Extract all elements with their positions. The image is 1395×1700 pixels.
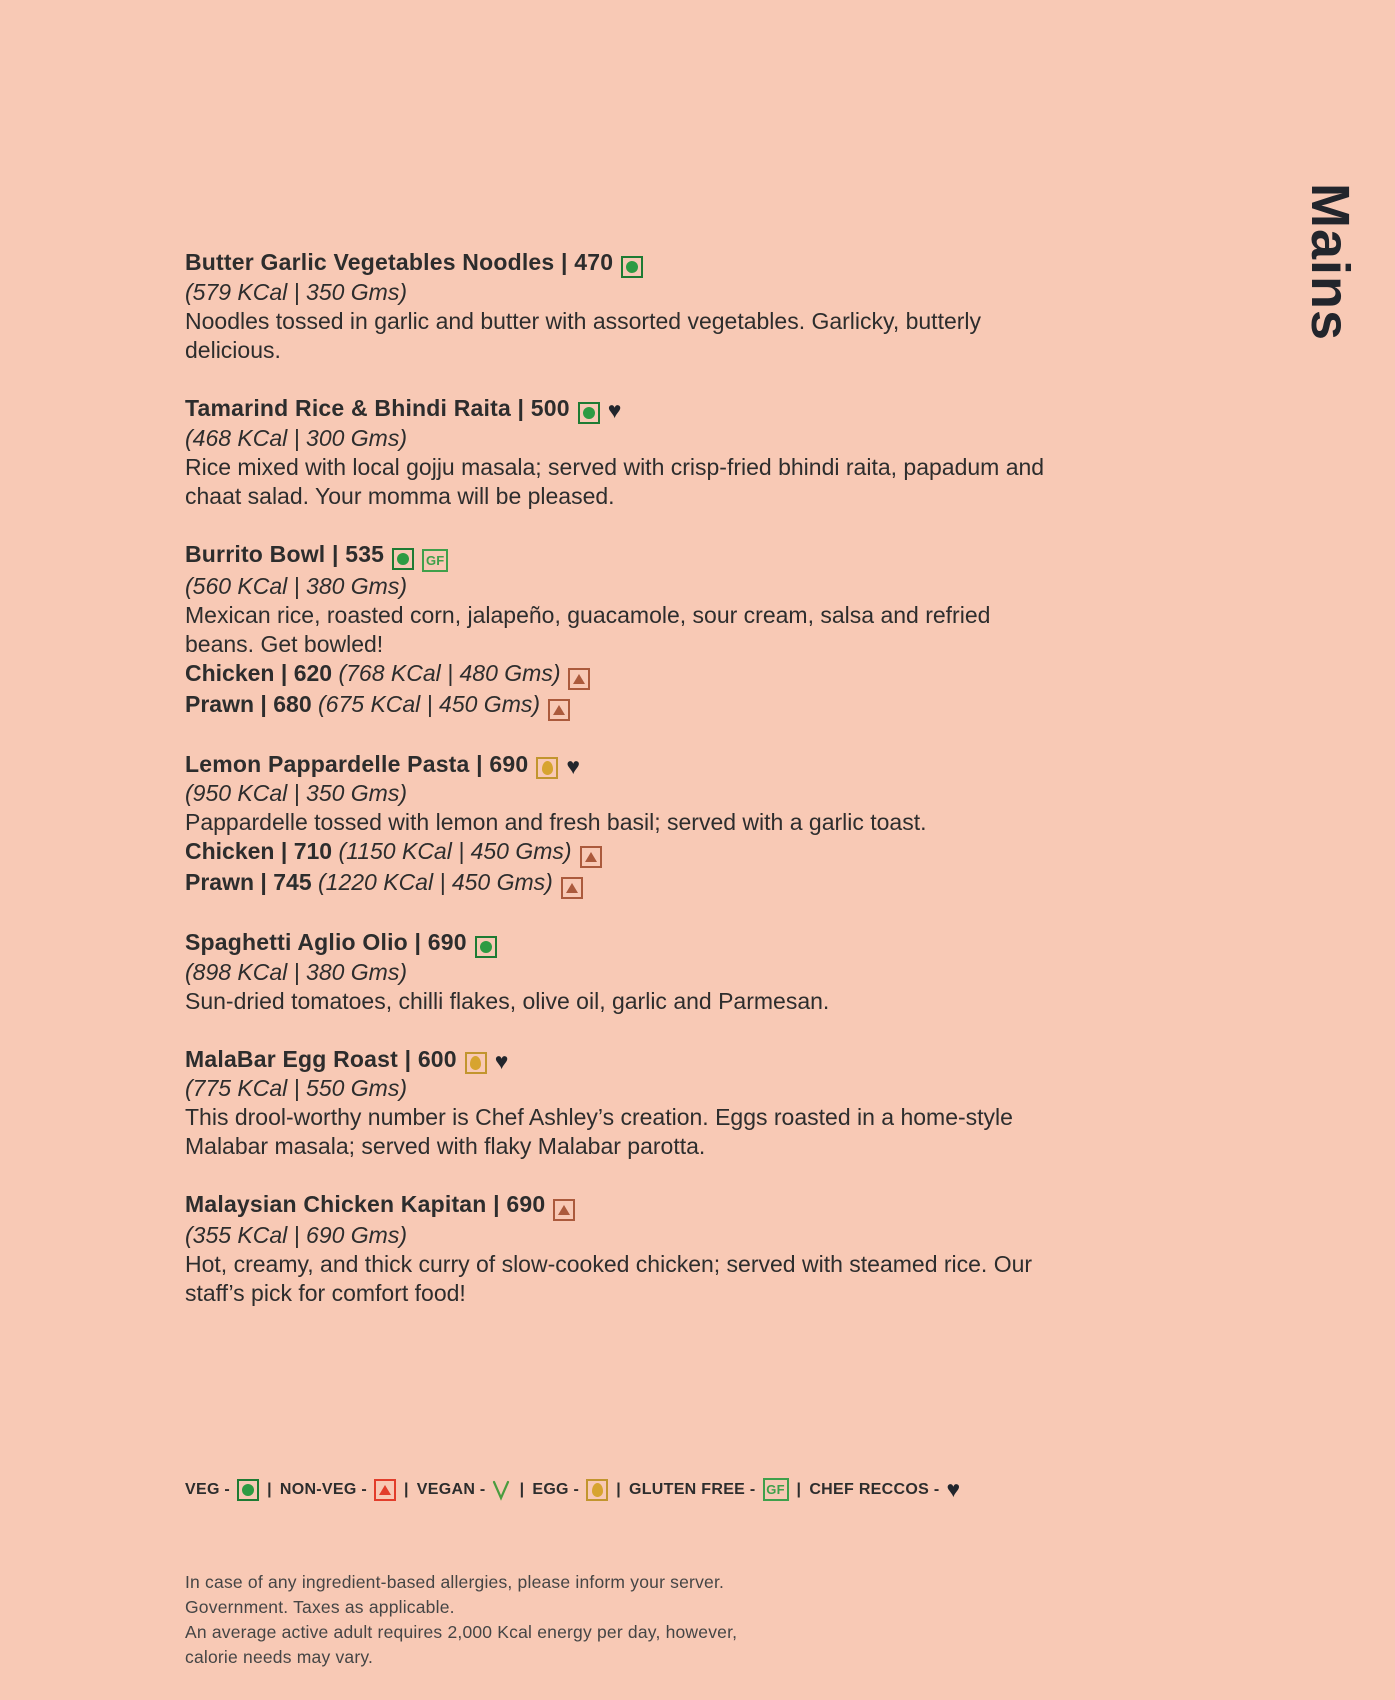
non-veg-icon: [548, 699, 570, 721]
chef-recco-heart-icon: ♥: [494, 1048, 509, 1074]
item-title-row: [185, 928, 1065, 958]
gluten-free-icon: GF: [763, 1478, 789, 1501]
veg-icon: [475, 936, 497, 958]
variant-row: [185, 659, 1065, 690]
variant-label: Prawn | 745: [185, 869, 312, 895]
egg-icon: [465, 1052, 487, 1074]
item-nutrition: (950 KCal | 350 Gms): [185, 780, 408, 806]
item-description: This drool-worthy number is Chef Ashley’s creation. Eggs roasted in a home-style Malabar masala; served with flaky Malabar parotta.: [185, 1104, 1013, 1159]
legend-label-vegan: VEGAN -: [416, 1480, 486, 1498]
non-veg-icon: [374, 1479, 396, 1501]
variant-label: Chicken | 710: [185, 838, 333, 864]
vegan-icon: [490, 1479, 512, 1501]
item-description: Hot, creamy, and thick curry of slow-cooked chicken; served with steamed rice. Our staff’s pick for comfort food!: [185, 1251, 1033, 1306]
item-title: Burrito Bowl | 535: [185, 541, 385, 567]
legend-separator: |: [616, 1480, 621, 1498]
item-title-row: [185, 750, 1065, 779]
menu-item: [185, 1190, 1065, 1308]
item-title-row: [185, 540, 1065, 572]
item-nutrition: (775 KCal | 550 Gms): [185, 1075, 408, 1101]
item-title: Spaghetti Aglio Olio | 690: [185, 929, 467, 955]
item-title: Lemon Pappardelle Pasta | 690: [185, 751, 529, 777]
variant-label: Chicken | 620: [185, 660, 333, 686]
non-veg-icon: [561, 877, 583, 899]
legend-label-chef-reccos: CHEF RECCOS -: [809, 1480, 940, 1498]
item-description: Rice mixed with local gojju masala; served with crisp-fried bhindi raita, papadum and chaat salad. Your momma will be pleased.: [185, 454, 1045, 509]
item-nutrition: (560 KCal | 380 Gms): [185, 573, 408, 599]
item-description: Pappardelle tossed with lemon and fresh basil; served with a garlic toast.: [185, 809, 927, 835]
variant-row: [185, 690, 1065, 721]
item-title-row: [185, 394, 1065, 424]
legend-label-gluten-free: GLUTEN FREE -: [628, 1480, 756, 1498]
legend-separator: |: [796, 1480, 802, 1498]
chef-recco-heart-icon: ♥: [566, 753, 581, 779]
veg-icon: [392, 548, 414, 570]
dietary-legend: [185, 1478, 960, 1501]
variant-label: Prawn | 680: [185, 691, 312, 717]
egg-icon: [536, 757, 558, 779]
non-veg-icon: [580, 846, 602, 868]
footer-line: Government. Taxes as applicable.: [185, 1597, 455, 1617]
variant-nutrition: (1220 KCal | 450 Gms): [318, 869, 553, 895]
variant-nutrition: (675 KCal | 450 Gms): [318, 691, 541, 717]
item-nutrition: (898 KCal | 380 Gms): [185, 959, 408, 985]
menu-item: [185, 928, 1065, 1016]
variant-row: [185, 868, 1065, 899]
item-nutrition: (468 KCal | 300 Gms): [185, 425, 408, 451]
menu-item: [185, 540, 1065, 721]
item-description: Noodles tossed in garlic and butter with assorted vegetables. Garlicky, butterly delicious.: [185, 308, 982, 363]
non-veg-icon: [568, 668, 590, 690]
item-description: Sun-dried tomatoes, chilli flakes, olive oil, garlic and Parmesan.: [185, 988, 830, 1014]
variant-nutrition: (1150 KCal | 450 Gms): [338, 838, 572, 864]
menu-item: [185, 750, 1065, 899]
chef-recco-heart-icon: ♥: [946, 1476, 961, 1502]
item-title-row: [185, 1045, 1065, 1074]
item-title: Malaysian Chicken Kapitan | 690: [185, 1191, 546, 1217]
menu-item: [185, 1045, 1065, 1161]
footer-line: In case of any ingredient-based allergies, please inform your server.: [185, 1572, 725, 1592]
item-title: MalaBar Egg Roast | 600: [185, 1046, 457, 1072]
menu-item: [185, 248, 1065, 365]
legend-separator: |: [404, 1480, 409, 1498]
legend-label-egg: EGG -: [532, 1480, 580, 1498]
footer-line: An average active adult requires 2,000 Kcal energy per day, however,: [185, 1622, 738, 1642]
item-description: Mexican rice, roasted corn, jalapeño, guacamole, sour cream, salsa and refried beans. Get bowled!: [185, 602, 991, 657]
legend-separator: |: [519, 1480, 525, 1498]
legend-label-non-veg: NON-VEG -: [279, 1480, 367, 1498]
egg-icon: [586, 1479, 608, 1501]
item-title-row: [185, 1190, 1065, 1221]
variant-row: [185, 837, 1065, 868]
chef-recco-heart-icon: ♥: [607, 397, 622, 423]
item-nutrition: (355 KCal | 690 Gms): [185, 1222, 408, 1248]
variant-nutrition: (768 KCal | 480 Gms): [338, 660, 561, 686]
footer-line: calorie needs may vary.: [185, 1647, 374, 1667]
non-veg-icon: [553, 1199, 575, 1221]
section-title: Mains: [1300, 183, 1360, 342]
gluten-free-icon: GF: [422, 549, 448, 572]
legend-separator: |: [267, 1480, 272, 1498]
veg-icon: [621, 256, 643, 278]
footer-notes: [185, 1570, 737, 1670]
item-nutrition: (579 KCal | 350 Gms): [185, 279, 408, 305]
veg-icon: [237, 1479, 259, 1501]
item-title: Butter Garlic Vegetables Noodles | 470: [185, 249, 614, 275]
item-title-row: [185, 248, 1065, 278]
veg-icon: [578, 402, 600, 424]
legend-label-veg: VEG -: [185, 1480, 231, 1498]
menu-item: [185, 394, 1065, 511]
menu-items-list: [185, 248, 1065, 1337]
item-title: Tamarind Rice & Bhindi Raita | 500: [185, 395, 570, 421]
